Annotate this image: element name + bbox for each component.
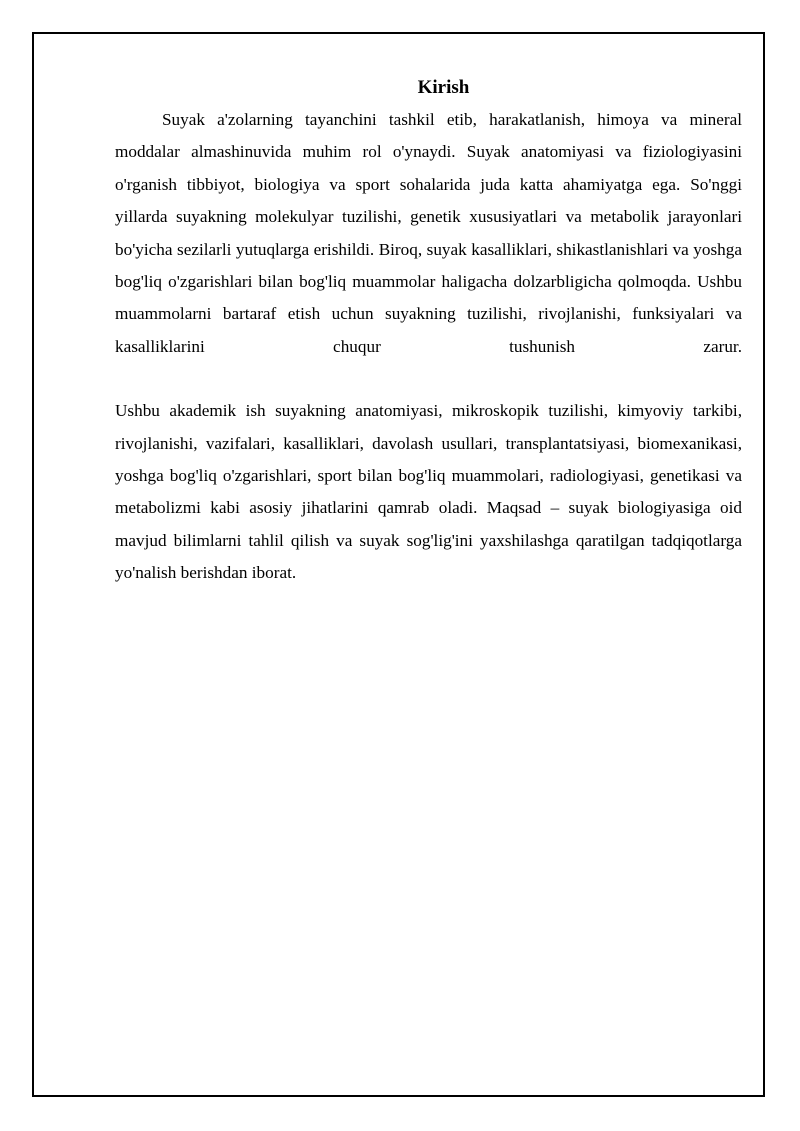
paragraph-intro: Suyak a'zolarning tayanchini tashkil etib, harakatlanish, himoya va mineral moddalar almashinuvida muhim rol o'ynaydi. Suyak anatomiyasi va fiziologiyasini o'rganish tibbiyot, biologiya va sport sohalarida juda katta ahamiyatga ega. So'nggi yillarda suyakning molekulyar tuzilishi, genetik xususiyatlari va metabolik jarayonlari bo'yicha sezilarli yutuqlarga erishildi. Biroq, suyak kasalliklari, shikastlanishlari va yoshga bog'liq o'zgarishlari bilan bog'liq muammolar haligacha dolzarbligicha qolmoqda. Ushbu muammolarni bartaraf etish uchun suyakning tuzilishi, rivojlanishi, funksiyalari va kasalliklarini chuqur tushunish zarur. xyxy=(115,110,742,356)
document-body xyxy=(115,72,742,590)
paragraph-gap xyxy=(115,363,742,395)
paragraph-scope: Ushbu akademik ish suyakning anatomiyasi, mikroskopik tuzilishi, kimyoviy tarkibi, rivojlanishi, vazifalari, kasalliklari, davolash usullari, transplantatsiyasi, biomexanikasi, yoshga bog'liq o'zgarishlari, sport bilan bog'liq muammolari, radiologiyasi, genetikasi va metabolizmi kabi asosiy jihatlarini qamrab oladi. Maqsad – suyak biologiyasiga oid mavjud bilimlarni tahlil qilish va suyak sog'lig'ini yaxshilashga qaratilgan tadqiqotlarga yo'nalish berishdan iborat. xyxy=(115,401,742,583)
document-title: Kirish xyxy=(417,77,470,98)
